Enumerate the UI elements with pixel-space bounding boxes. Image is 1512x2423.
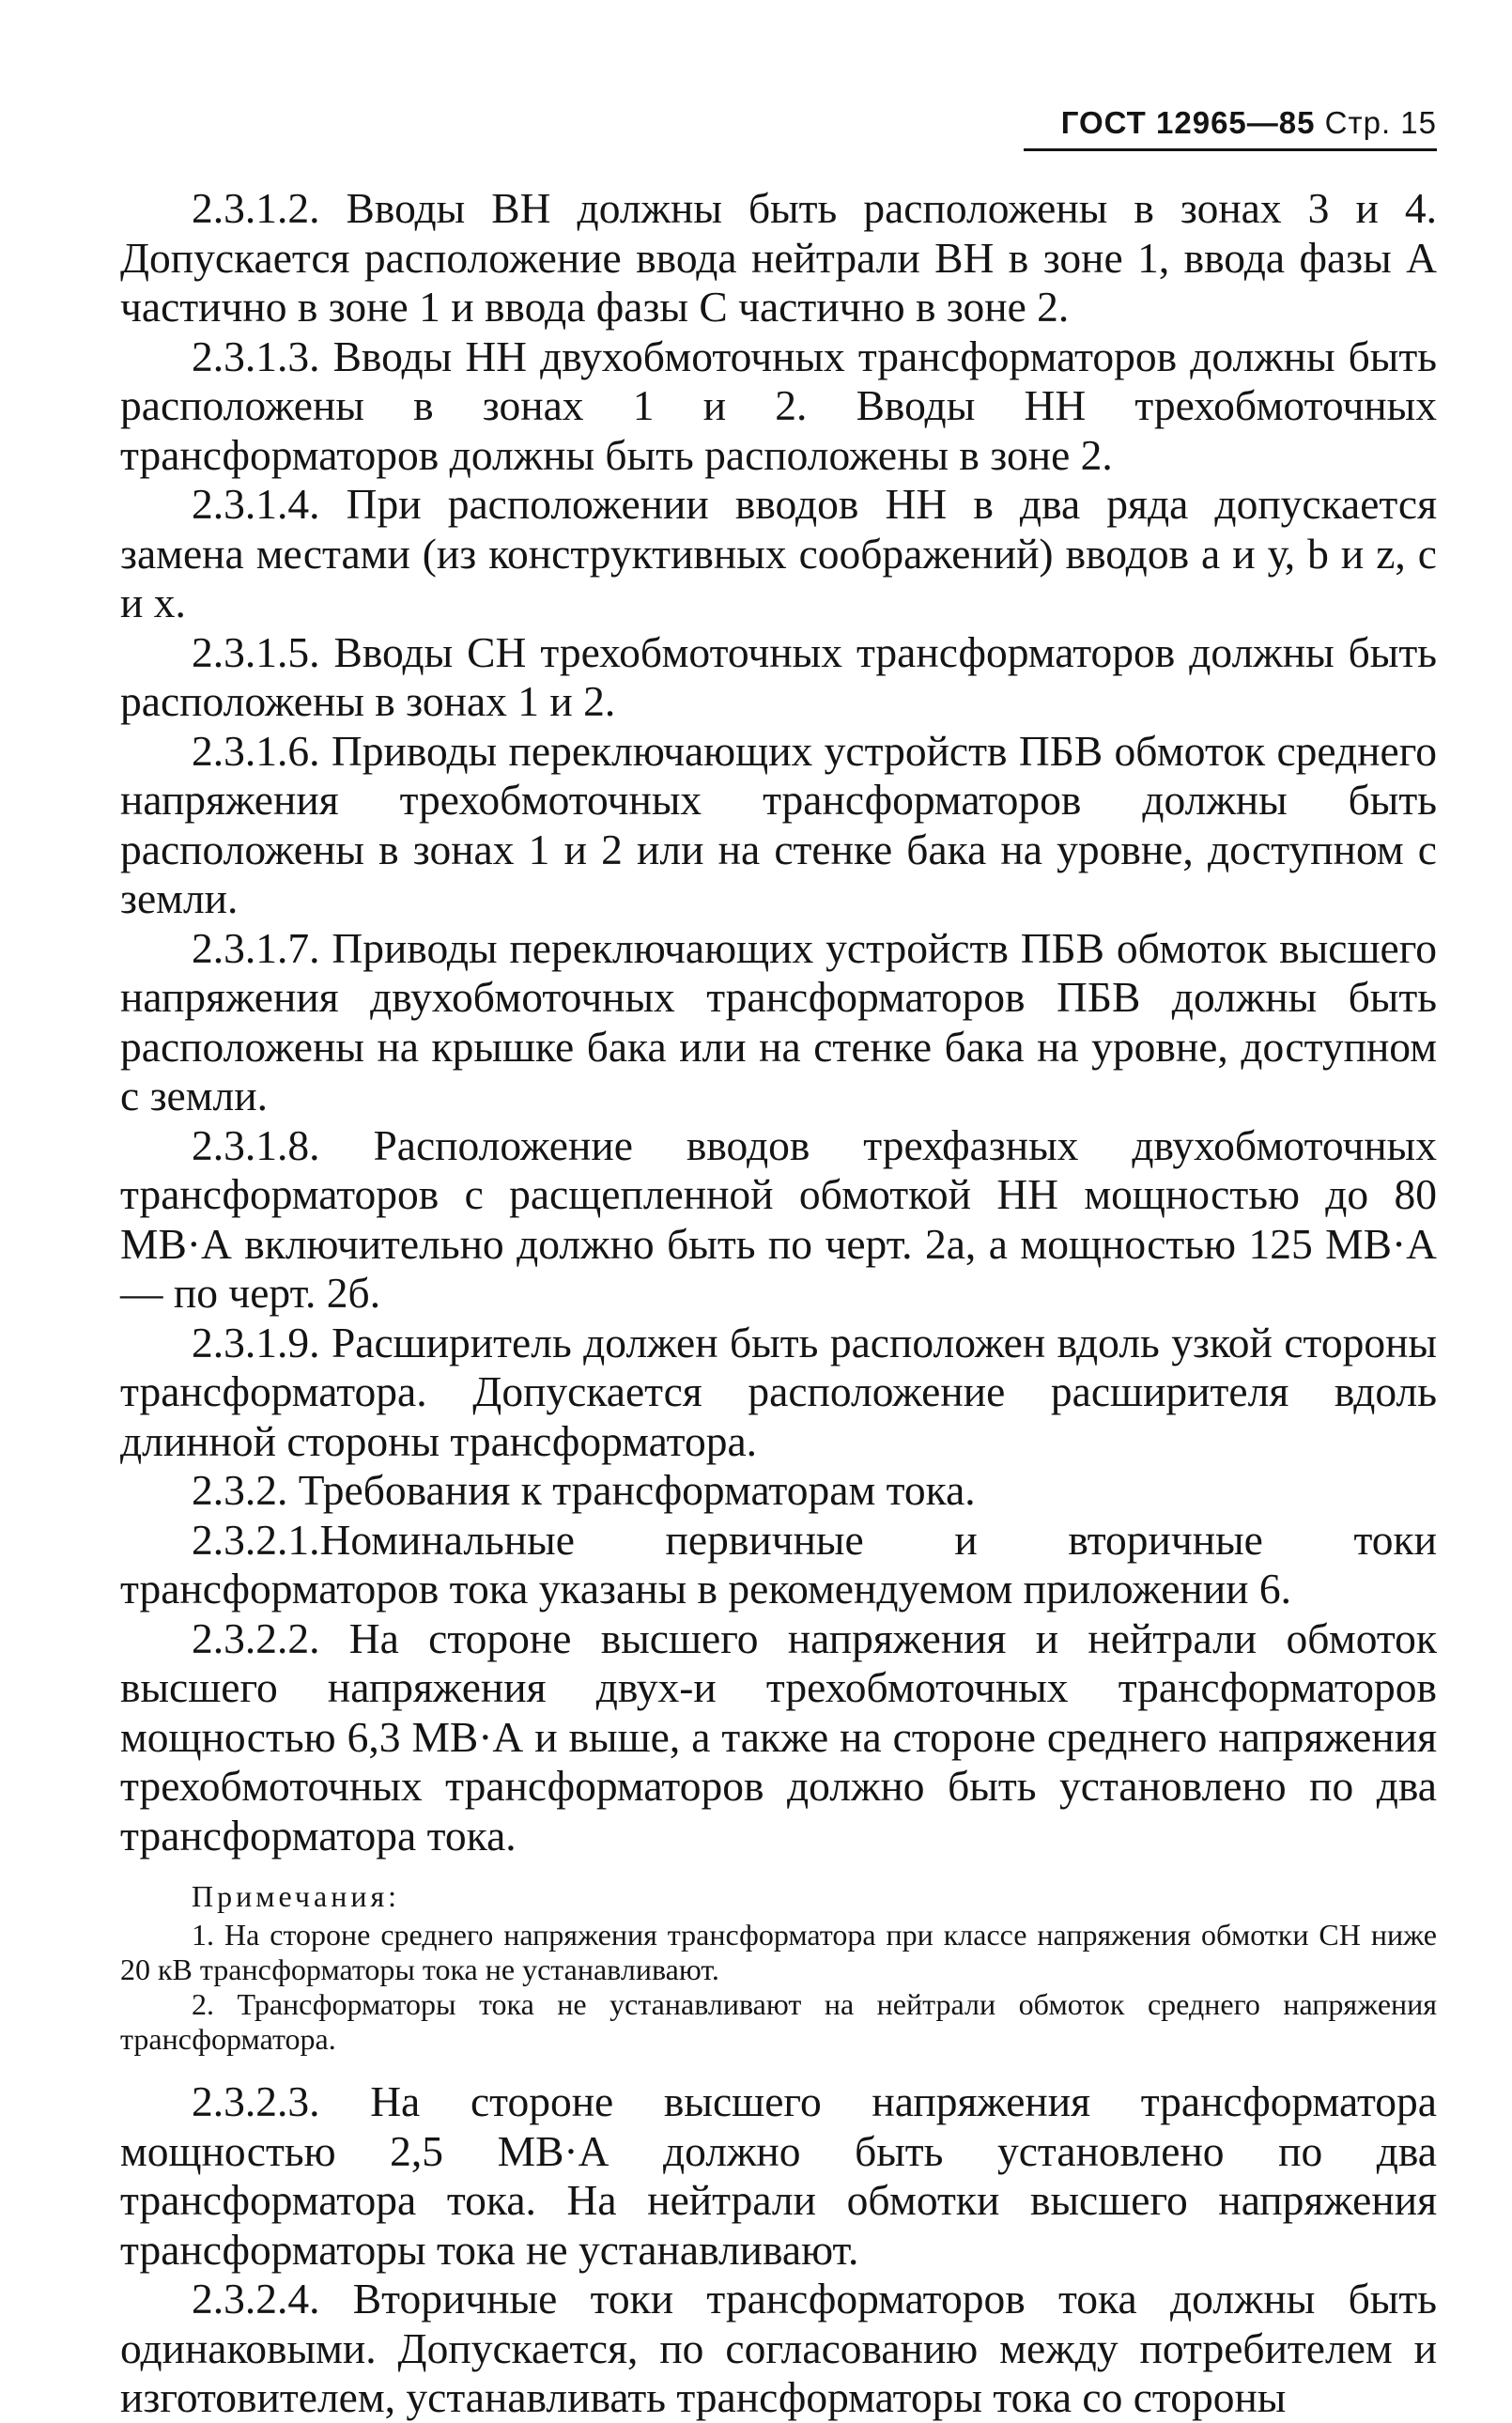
paragraph-2-3-1-8: 2.3.1.8. Расположение вводов трехфазных двухобмоточных трансформаторов с расщепленной обмоткой НН мощностью до 80 МВ·А включительно должно быть по черт. 2а, а мощностью 125 МВ·А — по черт. 2б. (120, 1120, 1437, 1317)
paragraph-2-3-2-4: 2.3.2.4. Вторичные токи трансформаторов тока должны быть одинаковыми. Допускается, по согласованию между потребителем и изготовителем, устанавливать трансформаторы тока со стороны (120, 2275, 1437, 2421)
paragraph-2-3-2-3: 2.3.2.3. На стороне высшего напряжения трансформатора мощностью 2,5 МВ·А должно быть установлено по два трансформатора тока. На нейтрали обмотки высшего напряжения трансформаторы тока не устанавливают. (120, 2077, 1437, 2274)
note-2: 2. Трансформаторы тока не устанавливают на нейтрали обмоток среднего напряжения трансформатора. (120, 1987, 1437, 2056)
note-1: 1. На стороне среднего напряжения трансформатора при классе напряжения обмотки СН ниже 20 кВ трансформаторы тока не устанавливают. (120, 1918, 1437, 1986)
page-number: Стр. 15 (1324, 105, 1437, 140)
notes-block (120, 1879, 1437, 2057)
page-header (1061, 105, 1437, 141)
paragraph-2-3-1-7: 2.3.1.7. Приводы переключающих устройств ПБВ обмоток высшего напряжения двухобмоточных трансформаторов ПБВ должны быть расположены на крышке бака или на стенке бака на уровне, доступном с земли. (120, 923, 1437, 1119)
paragraph-2-3-1-5: 2.3.1.5. Вводы СН трехобмоточных трансформаторов должны быть расположены в зонах 1 и 2. (120, 627, 1437, 725)
notes-title: Примечания: (192, 1879, 401, 1913)
paragraph-2-3-1-6: 2.3.1.6. Приводы переключающих устройств ПБВ обмоток среднего напряжения трехобмоточных трансформаторов должны быть расположены в зонах 1 и 2 или на стенке бака на уровне, доступном с земли. (120, 726, 1437, 922)
body-text (120, 184, 1437, 2423)
paragraph-2-3-2-1: 2.3.2.1.Номинальные первичные и вторичные токи трансформаторов тока указаны в рекомендуемом приложении 6. (120, 1515, 1437, 1613)
section-heading-2-3-2: 2.3.2. Требования к трансформаторам тока. (192, 1466, 976, 1514)
paragraph-2-3-1-4: 2.3.1.4. При расположении вводов НН в два ряда допускается замена местами (из конструктивных соображений) вводов а и у, b и z, с и х. (120, 480, 1437, 626)
post-notes-text (120, 2077, 1437, 2423)
standard-number: ГОСТ 12965—85 (1060, 105, 1316, 140)
header-rule (1024, 148, 1437, 151)
paragraph-2-3-1-2: 2.3.1.2. Вводы ВН должны быть расположены в зонах 3 и 4. Допускается расположение ввода нейтрали ВН в зоне 1, ввода фазы А частично в зоне 1 и ввода фазы С частично в зоне 2. (120, 184, 1437, 331)
paragraph-2-3-2-2: 2.3.2.2. На стороне высшего напряжения и нейтрали обмоток высшего напряжения двух-и трехобмоточных трансформаторов мощностью 6,3 МВ·А и выше, а также на стороне среднего напряжения трехобмоточных трансформаторов должно быть установлено по два трансформатора тока. (120, 1613, 1437, 1860)
paragraph-2-3-1-9: 2.3.1.9. Расширитель должен быть расположен вдоль узкой стороны трансформатора. Допускается расположение расширителя вдоль длинной стороны трансформатора. (120, 1318, 1437, 1465)
paragraph-2-3-1-3: 2.3.1.3. Вводы НН двухобмоточных трансформаторов должны быть расположены в зонах 1 и 2. Вводы НН трехобмоточных трансформаторов должны быть расположены в зоне 2. (120, 332, 1437, 479)
